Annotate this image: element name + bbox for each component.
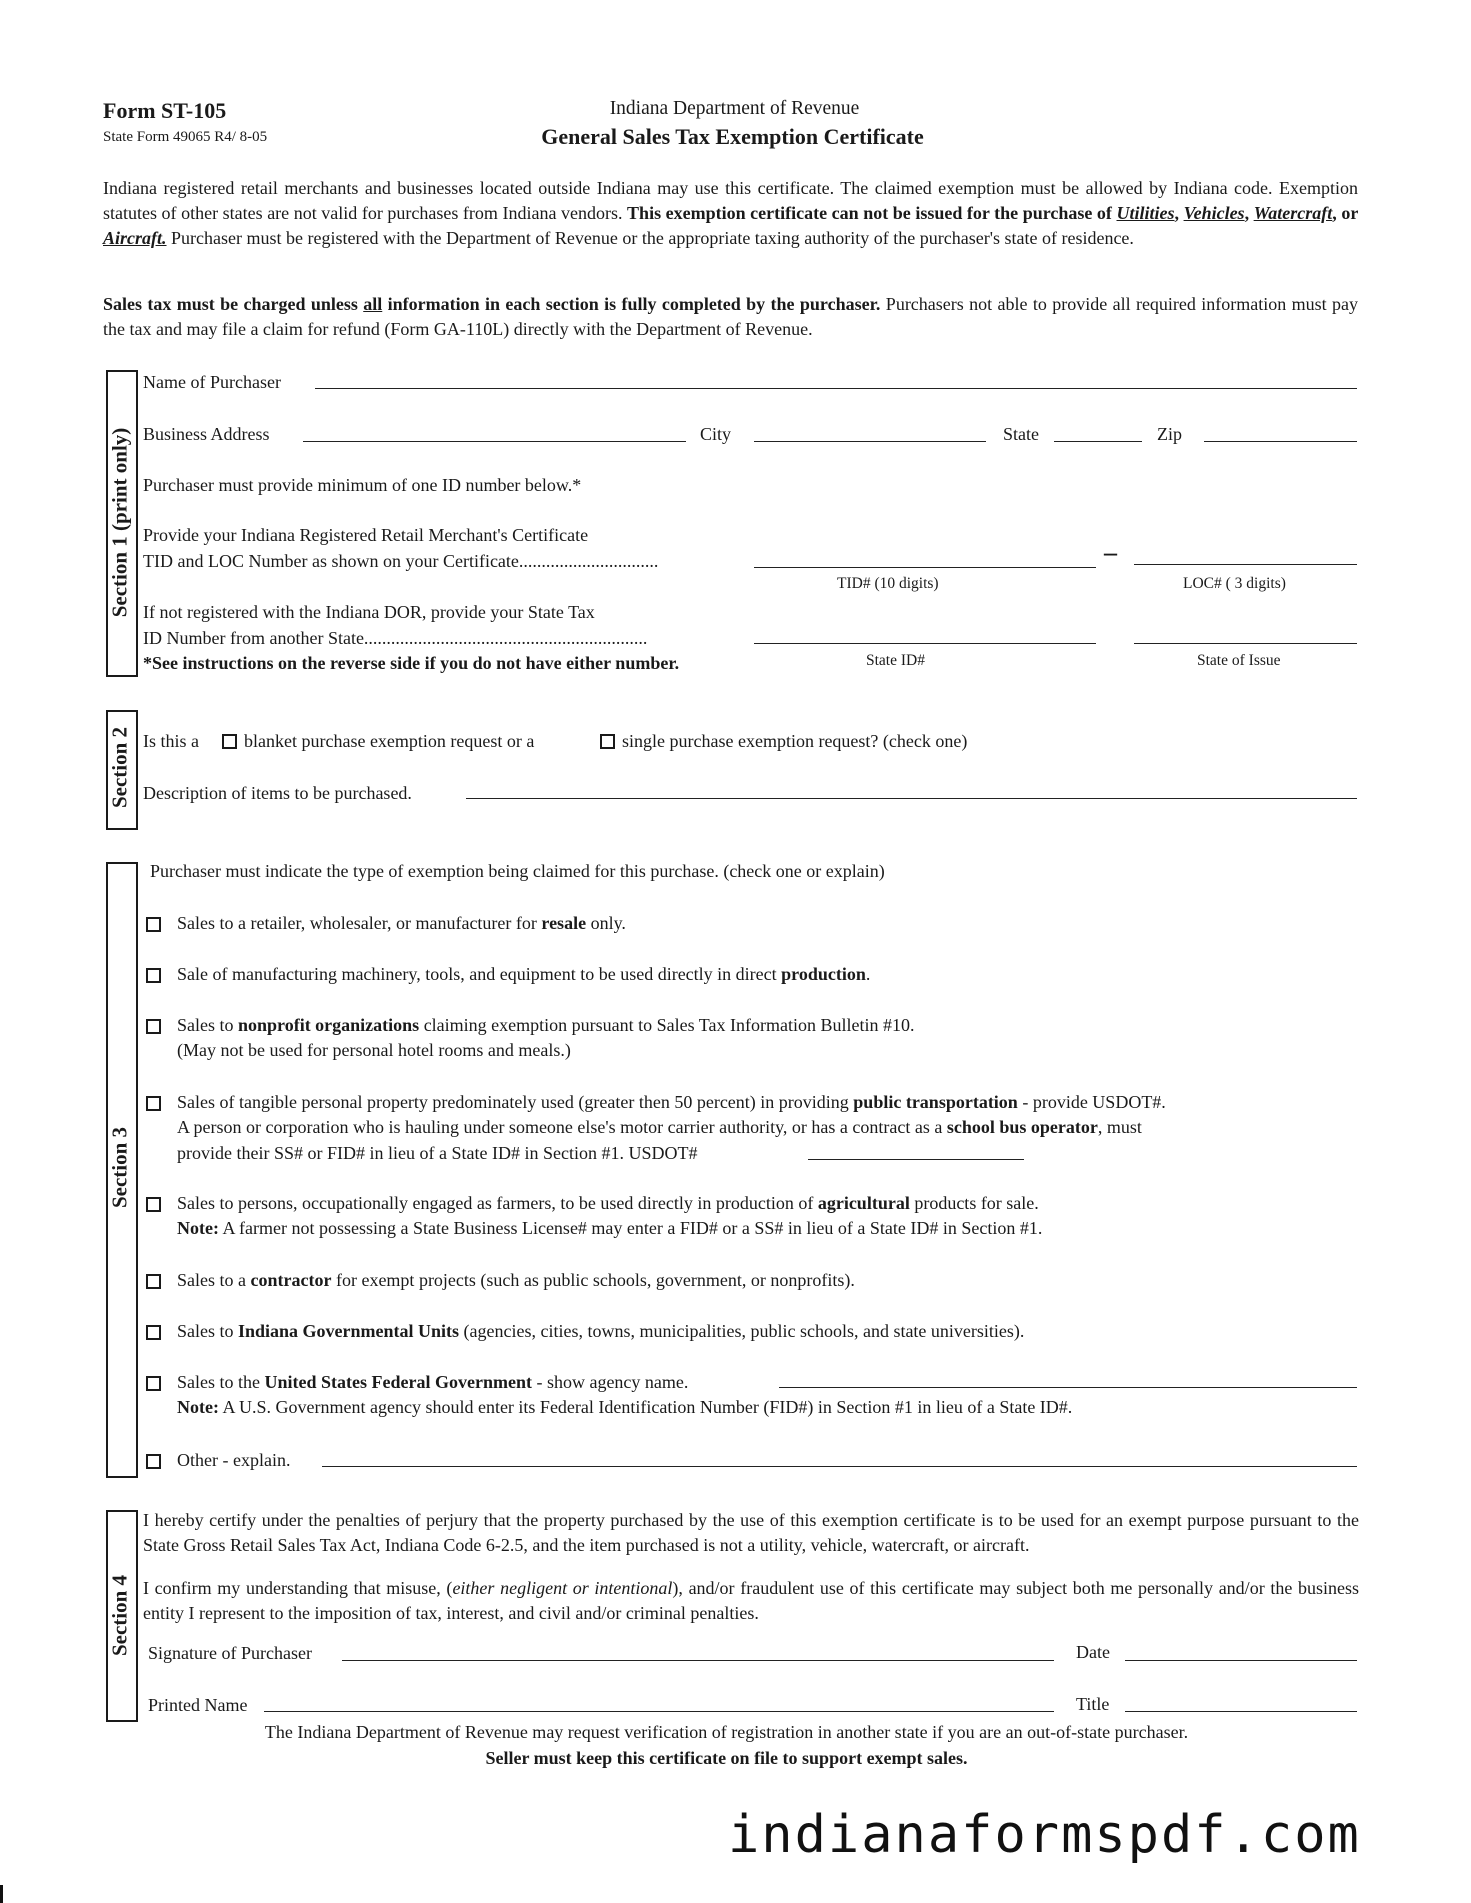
governmental-units-checkbox[interactable]	[146, 1325, 161, 1340]
section1-label: Section 1 (print only)	[107, 427, 132, 618]
farmer-note: Note: A farmer not possessing a State Business License# may enter a FID# or a SS# in lieu of a State ID# in Section #1.	[177, 1218, 1043, 1238]
federal-government-option: Sales to the United States Federal Government - show agency name.	[177, 1372, 689, 1392]
resale-option: Sales to a retailer, wholesaler, or manufacturer for resale only.	[177, 913, 626, 933]
name-of-purchaser-label: Name of Purchaser	[143, 372, 281, 392]
form-id: Form ST-105	[103, 98, 227, 123]
loc-field[interactable]	[1134, 564, 1357, 565]
zip-label: Zip	[1157, 424, 1182, 444]
federal-agency-note: Note: A U.S. Government agency should enter its Federal Identification Number (FID#) in Section #1 in lieu of a State ID#.	[177, 1397, 1073, 1417]
section3-label: Section 3	[107, 1126, 132, 1209]
edge-mark	[0, 1885, 3, 1903]
production-checkbox[interactable]	[146, 968, 161, 983]
verification-note: The Indiana Department of Revenue may request verification of registration in another state if you are an out-of-state purchaser.	[264, 1722, 1189, 1742]
state-of-issue-caption: State of Issue	[1197, 652, 1281, 669]
name-of-purchaser-field[interactable]	[315, 388, 1357, 389]
sales-tax-notice: Sales tax must be charged unless all information in each section is fully completed by the purchaser. Purchasers not able to provide all required information must pay the tax and may file a claim for refund (Form GA-110L) directly with the Department of Revenue.	[103, 294, 1359, 339]
production-option: Sale of manufacturing machinery, tools, and equipment to be used directly in direct production.	[177, 964, 871, 984]
title-field[interactable]	[1125, 1711, 1357, 1712]
tid-loc-dash: –	[1104, 538, 1117, 567]
printed-name-field[interactable]	[264, 1711, 1054, 1712]
blanket-purchase-checkbox[interactable]	[222, 734, 237, 749]
other-option: Other - explain.	[177, 1450, 291, 1470]
state-field[interactable]	[1054, 441, 1142, 442]
city-label: City	[700, 424, 732, 444]
state-id-caption: State ID#	[866, 652, 925, 669]
state-tax-instruction-line2: ID Number from another State...............................................................	[143, 628, 648, 648]
city-field[interactable]	[754, 441, 986, 442]
other-checkbox[interactable]	[146, 1454, 161, 1469]
nonprofit-note: (May not be used for personal hotel rooms and meals.)	[177, 1040, 571, 1060]
business-address-label: Business Address	[143, 424, 270, 444]
agency-name-field[interactable]	[779, 1387, 1357, 1388]
blanket-purchase-label: blanket purchase exemption request or a	[244, 731, 535, 751]
min-id-instruction: Purchaser must provide minimum of one ID number below.*	[143, 475, 582, 495]
tid-caption: TID# (10 digits)	[837, 575, 939, 592]
public-transportation-checkbox[interactable]	[146, 1096, 161, 1111]
date-field[interactable]	[1125, 1660, 1357, 1661]
tid-instruction-line2: TID and LOC Number as shown on your Certificate...............................	[143, 551, 659, 571]
state-label: State	[1003, 424, 1039, 444]
nonprofit-option: Sales to nonprofit organizations claiming exemption pursuant to Sales Tax Information Bulletin #10.	[177, 1015, 915, 1035]
section4-label: Section 4	[107, 1574, 132, 1657]
agricultural-checkbox[interactable]	[146, 1197, 161, 1212]
agricultural-option: Sales to persons, occupationally engaged as farmers, to be used directly in production of agricultural products for sale.	[177, 1193, 1039, 1213]
keep-on-file-note: Seller must keep this certificate on file to support exempt sales.	[485, 1748, 968, 1768]
state-tax-instruction-line1: If not registered with the Indiana DOR, provide your State Tax	[143, 602, 595, 622]
other-explain-field[interactable]	[322, 1466, 1357, 1467]
nonprofit-checkbox[interactable]	[146, 1019, 161, 1034]
description-label: Description of items to be purchased.	[143, 783, 412, 803]
tid-instruction-line1: Provide your Indiana Registered Retail Merchant's Certificate	[143, 525, 589, 545]
section2-question-prefix: Is this a	[143, 731, 199, 751]
section2-label: Section 2	[107, 726, 132, 809]
certification-paragraph: I hereby certify under the penalties of perjury that the property purchased by the use of this exemption certificate is to be used for an exempt purpose pursuant to the State Gross Retail Sales Tax Act, Indiana Code 6-2.5, and the item purchased is not a utility, vehicle, watercraft, or aircraft.	[143, 1510, 1359, 1555]
usdot-label: provide their SS# or FID# in lieu of a State ID# in Section #1. USDOT#	[177, 1143, 698, 1163]
intro-paragraph: Indiana registered retail merchants and businesses located outside Indiana may use this certificate. The claimed exemption must be allowed by Indiana code. Exemption statutes of other states are not valid for purchases from Indiana vendors. This exemption certificate can not be issued for the purchase of Utilities, Vehicles, Watercraft, or Aircraft. Purchaser must be registered with the Department of Revenue or the appropriate taxing authority of the purchaser's state of residence.	[103, 178, 1359, 248]
title-label: Title	[1076, 1694, 1110, 1714]
signature-field[interactable]	[342, 1660, 1054, 1661]
misuse-paragraph: I confirm my understanding that misuse, (either negligent or intentional), and/or fraudulent use of this certificate may subject both me personally and/or the business entity I represent to the imposition of tax, interest, and civil and/or criminal penalties.	[143, 1578, 1360, 1623]
school-bus-note: A person or corporation who is hauling under someone else's motor carrier authority, or has a contract as a school bus operator, must	[177, 1117, 1142, 1137]
date-label: Date	[1076, 1642, 1110, 1662]
tid-field[interactable]	[754, 567, 1096, 568]
zip-field[interactable]	[1204, 441, 1357, 442]
business-address-field[interactable]	[303, 441, 686, 442]
description-field[interactable]	[466, 798, 1357, 799]
federal-government-checkbox[interactable]	[146, 1376, 161, 1391]
usdot-field[interactable]	[808, 1159, 1024, 1160]
contractor-option: Sales to a contractor for exempt projects (such as public schools, government, or nonprofits).	[177, 1270, 855, 1290]
watermark: indianaformspdf.com	[728, 1805, 1361, 1865]
resale-checkbox[interactable]	[146, 917, 161, 932]
loc-caption: LOC# ( 3 digits)	[1183, 575, 1286, 592]
state-form-number: State Form 49065 R4/ 8-05	[103, 129, 268, 145]
printed-name-label: Printed Name	[148, 1695, 248, 1715]
signature-label: Signature of Purchaser	[148, 1643, 312, 1663]
single-purchase-checkbox[interactable]	[600, 734, 615, 749]
see-instructions-note: *See instructions on the reverse side if you do not have either number.	[143, 653, 680, 673]
governmental-units-option: Sales to Indiana Governmental Units (agencies, cities, towns, municipalities, public schools, and state universities).	[177, 1321, 1025, 1341]
contractor-checkbox[interactable]	[146, 1274, 161, 1289]
section3-intro: Purchaser must indicate the type of exemption being claimed for this purchase. (check one or explain)	[150, 861, 885, 881]
state-id-field[interactable]	[754, 643, 1096, 644]
agency-name: Indiana Department of Revenue	[609, 98, 860, 119]
public-transportation-option: Sales of tangible personal property predominately used (greater then 50 percent) in providing public transportation - provide USDOT#.	[177, 1092, 1166, 1112]
form-title: General Sales Tax Exemption Certificate	[541, 124, 924, 149]
single-purchase-label: single purchase exemption request? (check one)	[622, 731, 968, 751]
state-of-issue-field[interactable]	[1134, 643, 1357, 644]
